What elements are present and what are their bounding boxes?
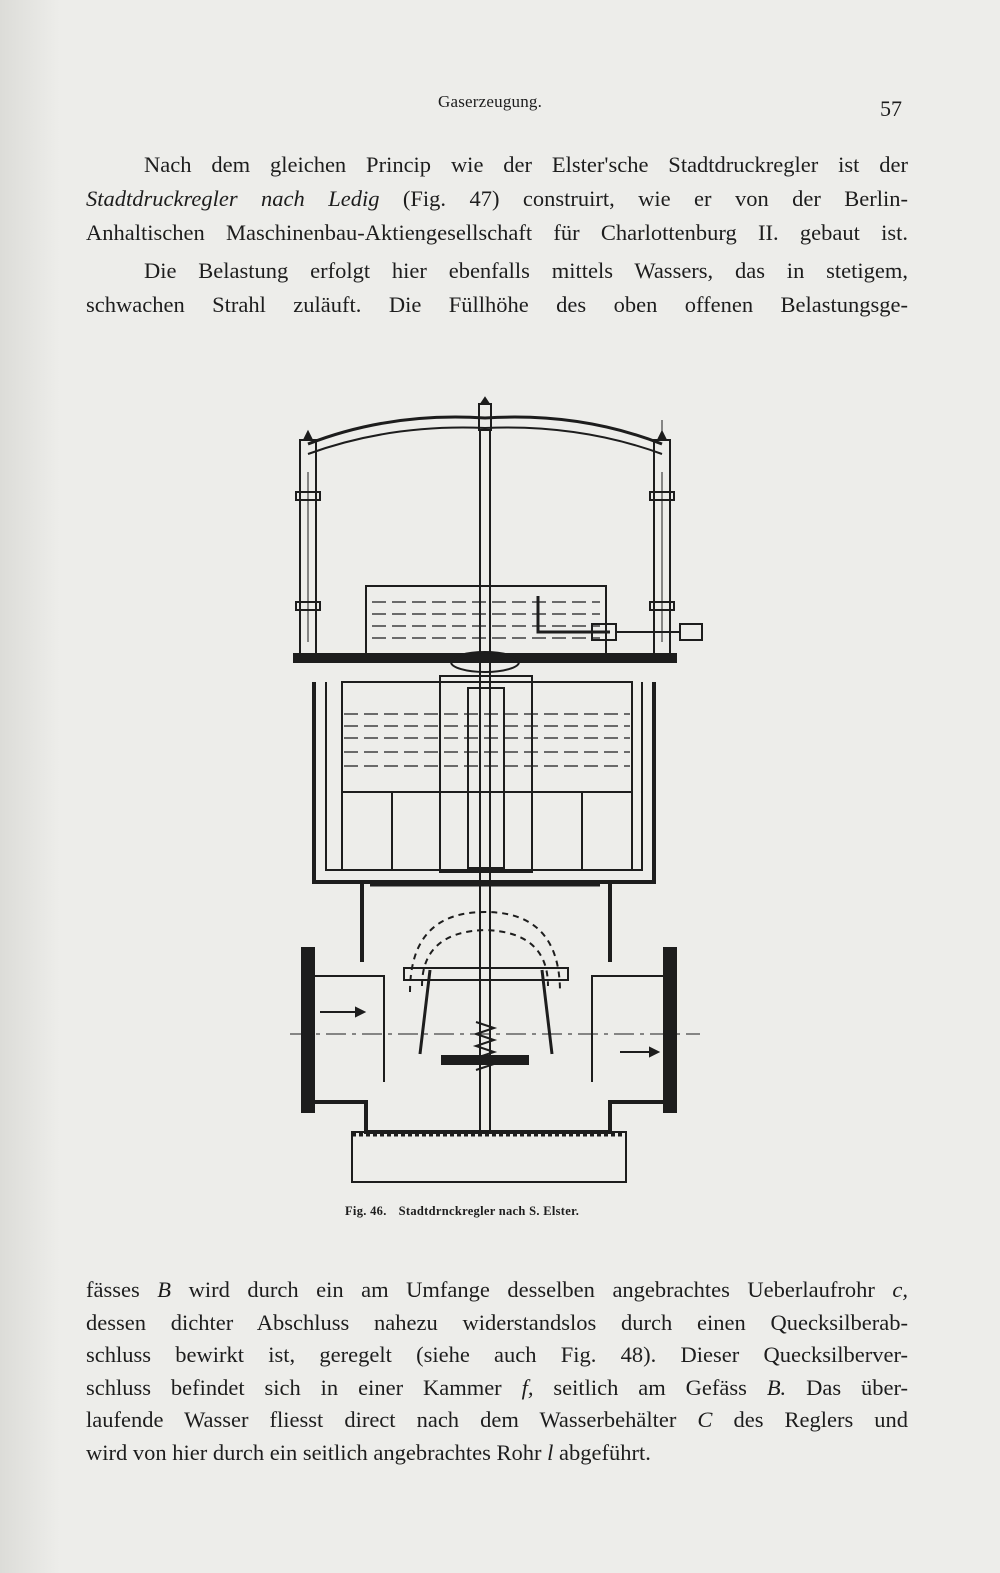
label-B: B. xyxy=(766,1374,787,1400)
figure-caption-text: Stadtdrnckregler nach S. Elster. xyxy=(398,1204,580,1218)
paragraph-2-line-1: Die Belastung erfolgt hier ebenfalls mittels Wassers, das in stetigem, xyxy=(144,258,908,283)
text-span: fässes xyxy=(86,1277,140,1302)
paragraph-3 xyxy=(86,1274,908,1469)
text-span: abgeführt. xyxy=(559,1439,651,1465)
paragraph-2-line-2: schwachen Strahl zuläuft. Die Füllhöhe des oben offenen Belastungsge- xyxy=(86,292,908,317)
label-B: B xyxy=(157,1277,172,1302)
label-l: l xyxy=(547,1439,554,1465)
text-span: schluss befindet sich in einer Kammer xyxy=(86,1374,502,1400)
running-head: Gaserzeugung. xyxy=(438,92,543,111)
paragraph-1-line-2 xyxy=(86,182,908,216)
text-span: wird von hier durch ein seitlich angebrachtes Rohr xyxy=(86,1439,542,1465)
paragraph-3-line-1 xyxy=(86,1274,908,1307)
paragraph-3-line-5 xyxy=(86,1404,908,1437)
text-span: wird durch ein am Umfange desselben angebrachtes Ueberlaufrohr xyxy=(188,1277,875,1302)
text-span: laufende Wasser fliesst direct nach dem Wasserbehälter xyxy=(86,1407,677,1432)
label-C: C xyxy=(697,1407,713,1432)
label-c: c, xyxy=(892,1277,909,1302)
paragraph-2 xyxy=(86,254,908,322)
paragraph-1-line-1: Nach dem gleichen Princip wie der Elster'sche Stadtdruckregler ist der xyxy=(144,152,908,177)
paragraph-1-line-2-rest: (Fig. 47) construirt, wie er von der Berlin- xyxy=(402,186,908,211)
regulator-cross-section-drawing xyxy=(280,392,720,1192)
text-span: des Reglers und xyxy=(733,1407,909,1432)
page-edge-shadow xyxy=(0,0,60,1573)
paragraph-1 xyxy=(86,148,908,250)
text-span: seitlich am Gefäss xyxy=(553,1374,747,1400)
paragraph-3-line-6 xyxy=(86,1437,908,1470)
text-span: Das über- xyxy=(806,1374,909,1400)
paragraph-3-line-2: dessen dichter Abschluss nahezu widerstandslos durch einen Quecksilberab- xyxy=(86,1309,908,1335)
figure-caption xyxy=(345,1204,579,1219)
paragraph-3-line-3: schluss bewirkt ist, geregelt (siehe auch Fig. 48). Dieser Quecksilberver- xyxy=(86,1342,908,1367)
regulator-title: Stadtdruckregler nach Ledig xyxy=(86,186,380,211)
label-f: f, xyxy=(521,1374,534,1400)
figure-number: Fig. 46. xyxy=(345,1204,387,1218)
page-number: 57 xyxy=(880,96,902,121)
paragraph-1-line-3: Anhaltischen Maschinenbau-Aktiengesellschaft für Charlottenburg II. gebaut ist. xyxy=(86,220,908,245)
paragraph-3-line-4 xyxy=(86,1372,908,1405)
